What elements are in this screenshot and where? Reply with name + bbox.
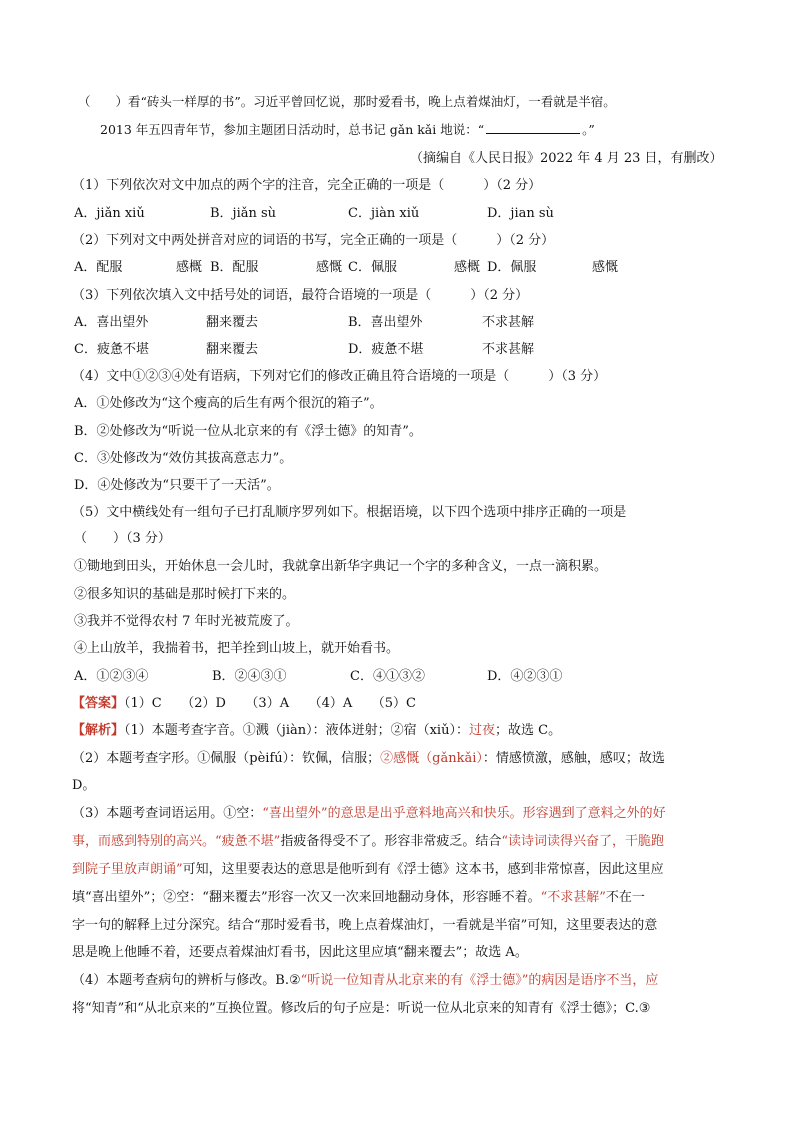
analysis-line-4 xyxy=(72,805,666,823)
q2-option-b: B．配服 xyxy=(210,260,259,275)
analysis-l1-red: 过夜 xyxy=(468,723,495,738)
analysis-l1-a: （1）本题考查字音。①溅（jiàn）：液体迸射；②宿（xiǔ）： xyxy=(124,723,469,738)
q3-option-a-word2: 翻来覆去 xyxy=(206,315,259,330)
analysis-l2-red: ②感慨（gǎnkǎi） xyxy=(380,751,483,766)
analysis-l7-a: 填“喜出望外”；②空：“翻来覆去”形容一次又一次来回地翻动身体，形容睡不着。 xyxy=(72,890,541,905)
q5-sentence-1: ①锄地到田头，开始休息一会儿时，我就拿出新华字典记一个字的多种含义，一点一滴积累。 xyxy=(74,559,608,574)
q2-option-d: D．佩服 xyxy=(487,260,537,275)
q3-option-c: C．疲惫不堪 xyxy=(74,342,149,357)
q2-option-c: C．佩服 xyxy=(348,260,397,275)
analysis-l7-b: 不在一 xyxy=(605,890,645,905)
analysis-line-8: 字一句的解释上过分深究。结合“那时爱看书，晚上点着煤油灯，一看就是半宿”可知，这里要表达的意 xyxy=(72,918,658,933)
q4-option-a: A．①处修改为“这个瘦高的后生有两个很沉的箱子”。 xyxy=(74,396,383,411)
analysis-line-1 xyxy=(72,722,561,740)
q5-option-b: B．②④③① xyxy=(212,669,287,684)
passage-source: （摘编自《人民日报》2022 年 4 月 23 日，有删改） xyxy=(410,151,723,166)
q3-option-a: A．喜出望外 xyxy=(74,315,149,330)
analysis-l10-red: “听说一位知青从北京来的有《浮士德》”的病因是语序不当，应 xyxy=(300,973,659,988)
q2-stem: （2）下列对文中两处拼音对应的词语的书写，完全正确的一项是（ ）（2 分） xyxy=(72,233,555,248)
q5-option-c: C．④①③② xyxy=(350,669,425,684)
analysis-l5-red3: “读诗词读得兴奋了，干脆跑 xyxy=(501,834,664,849)
q4-option-c: C．③处修改为“效仿其拔高意志力”。 xyxy=(74,451,293,466)
q5-option-a: A．①②③④ xyxy=(74,669,149,684)
analysis-tag: 【解析】 xyxy=(72,723,125,738)
q5-sentence-2: ②很多知识的基础是那时候打下来的。 xyxy=(74,587,296,602)
q3-option-d-word2: 不求甚解 xyxy=(482,342,535,357)
analysis-line-6 xyxy=(72,861,664,879)
q5-sentence-3: ③我并不觉得农村 7 年时光被荒废了。 xyxy=(74,614,299,629)
analysis-line-9: 思是晚上他睡不着，还要点着煤油灯看书，因此这里应填“翻来覆去”；故选 A。 xyxy=(72,945,528,960)
analysis-l7-red: “不求甚解” xyxy=(540,890,606,905)
answer-text: （1）C （2）D （3）A （4）A （5）C xyxy=(124,696,416,711)
q3-option-d: D．疲惫不堪 xyxy=(348,342,424,357)
q2-option-a: A．配服 xyxy=(74,260,123,275)
analysis-l4-red: “喜出望外”的意思是出乎意料地高兴和快乐。形容遇到了意料之外的好 xyxy=(262,806,666,821)
answer-line xyxy=(72,695,416,713)
q4-option-b: B．②处修改为“听说一位从北京来的有《浮士德》的知青”。 xyxy=(74,424,422,439)
q3-option-b-word2: 不求甚解 xyxy=(482,315,535,330)
analysis-l5-red2: “疲惫不堪” xyxy=(215,834,281,849)
analysis-l6-b: 可知，这里要表达的意思是他听到有《浮士德》这本书，感到非常惊喜，因此这里应 xyxy=(182,862,664,877)
q1-option-d: D．jian sù xyxy=(487,206,554,221)
q1-option-a: A．jiǎn xiǔ xyxy=(74,206,145,221)
passage-line-1: （ ）看“砖头一样厚的书”。习近平曾回忆说，那时爱看书，晚上点着煤油灯，一看就是半宿。 xyxy=(78,94,616,109)
q1-option-c: C．jiàn xiǔ xyxy=(348,206,420,221)
analysis-l1-b: ；故选 C。 xyxy=(494,723,562,738)
analysis-line-7 xyxy=(72,889,645,907)
q1-option-b: B．jiǎn sù xyxy=(210,206,277,221)
q2-option-c-word2: 感概 xyxy=(454,260,481,275)
analysis-l4-a: （3）本题考查词语运用。①空： xyxy=(72,806,263,821)
passage-line-2 xyxy=(100,121,595,139)
q3-option-c-word2: 翻来覆去 xyxy=(206,342,259,357)
q1-stem: （1）下列依次对文中加点的两个字的注音，完全正确的一项是（ ）（2 分） xyxy=(72,178,542,193)
analysis-line-11: 将“知青”和“从北京来的”互换位置。修改后的句子应是：听说一位从北京来的知青有《浮士德》；C.③ xyxy=(72,1001,651,1016)
q3-option-b: B．喜出望外 xyxy=(348,315,423,330)
analysis-l2-a: （2）本题考查字形。①佩服（pèifú）：钦佩，信服； xyxy=(72,751,381,766)
analysis-l2-b: ：情感愤激，感触，感叹；故选 xyxy=(482,751,665,766)
q3-stem: （3）下列依次填入文中括号处的词语，最符合语境的一项是（ ）（2 分） xyxy=(72,288,529,303)
q2-option-d-word2: 感慨 xyxy=(592,260,619,275)
analysis-line-2 xyxy=(72,750,665,768)
q4-option-d: D．④处修改为“只要干了一天活”。 xyxy=(74,478,280,493)
q5-option-d: D．④②③① xyxy=(487,669,563,684)
analysis-line-5 xyxy=(72,833,664,851)
passage-line-2-suffix: 。” xyxy=(582,122,595,137)
passage-line-2-prefix: 2013 年五四青年节，参加主题团日活动时，总书记 gǎn kǎi 地说：“ xyxy=(100,122,485,137)
q5-sentence-4: ④上山放羊，我揣着书，把羊拴到山坡上，就开始看书。 xyxy=(74,641,400,656)
answer-blank xyxy=(486,121,580,134)
analysis-line-10 xyxy=(72,972,658,990)
analysis-l5-red: 事，而感到特别的高兴。 xyxy=(72,834,216,849)
analysis-l6-red: 到院子里放声朗诵” xyxy=(72,862,183,877)
analysis-l5-b: 指疲备得受不了。形容非常疲乏。结合 xyxy=(280,834,502,849)
analysis-line-3: D。 xyxy=(72,778,96,793)
q2-option-a-word2: 感概 xyxy=(176,260,203,275)
q2-option-b-word2: 感慨 xyxy=(316,260,343,275)
q5-stem: （5）文中横线处有一组句子已打乱顺序罗列如下。根据语境，以下四个选项中排序正确的一项是 xyxy=(72,505,627,520)
analysis-l10-a: （4）本题考查病句的辨析与修改。B.② xyxy=(72,973,301,988)
answer-tag: 【答案】 xyxy=(72,696,125,711)
q5-stem-2: （ ）（3 分） xyxy=(74,531,171,546)
q4-stem: （4）文中①②③④处有语病，下列对它们的修改正确且符合语境的一项是（ ）（3 分） xyxy=(72,369,607,384)
